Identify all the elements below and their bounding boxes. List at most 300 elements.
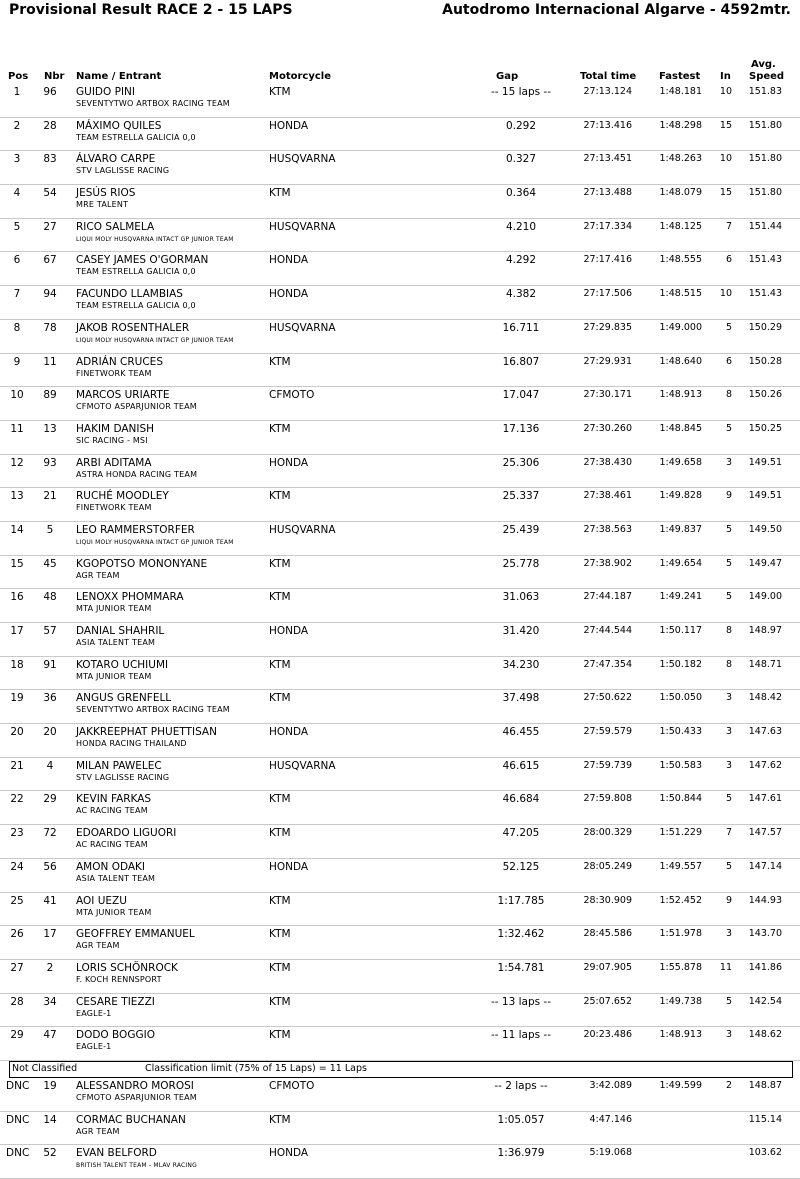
total-time-cell: 28:30.909 <box>583 894 632 906</box>
pos-cell: 9 <box>13 355 21 368</box>
gap-cell: -- 2 laps -- <box>494 1079 548 1092</box>
fastest-cell: 1:48.913 <box>659 1029 702 1041</box>
rider-name: HAKIM DANISH <box>76 422 155 435</box>
rider-name: ÁLVARO CARPE <box>76 153 156 166</box>
number-cell: 83 <box>43 153 57 166</box>
circuit-name: Autodromo Internacional Algarve - 4592mtr. <box>442 2 791 18</box>
speed-cell: 143.70 <box>748 928 782 940</box>
number-cell: 57 <box>43 625 57 637</box>
pos-cell: 11 <box>10 422 24 435</box>
in-lap-cell: 8 <box>725 625 732 636</box>
team-name: CFMOTO ASPARJUNIOR TEAM <box>76 402 197 412</box>
total-time-cell: 27:50.622 <box>583 692 632 704</box>
team-name: ASTRA HONDA RACING TEAM <box>76 469 198 479</box>
in-lap-cell: 3 <box>725 456 732 468</box>
fastest-cell: 1:50.433 <box>659 726 702 738</box>
team-name: FINETWORK TEAM <box>76 368 152 378</box>
table-row <box>0 118 800 152</box>
in-lap-cell: 7 <box>725 220 732 232</box>
gap-cell: 52.125 <box>502 860 540 873</box>
pos-cell: DNC <box>6 1079 30 1092</box>
team-name: STV LAGLISSE RACING <box>76 772 170 782</box>
rider-name: ARBI ADITAMA <box>76 456 152 469</box>
fastest-cell: 1:48.181 <box>659 86 702 97</box>
fastest-cell: 1:51.978 <box>659 928 702 940</box>
motorcycle-cell: KTM <box>269 894 291 907</box>
number-cell: 20 <box>43 726 57 739</box>
table-row <box>0 488 800 522</box>
team-name: LIQUI MOLY HUSQVARNA INTACT GP JUNIOR TEAM <box>76 235 234 243</box>
table-row <box>0 455 800 489</box>
speed-cell: 141.86 <box>748 961 782 973</box>
speed-cell: 149.51 <box>748 490 782 502</box>
motorcycle-cell: HUSQVARNA <box>269 153 336 166</box>
fastest-cell: 1:49.654 <box>659 557 702 569</box>
number-cell: 45 <box>43 557 57 570</box>
team-name: AGR TEAM <box>76 570 120 580</box>
fastest-cell: 1:49.241 <box>659 591 702 603</box>
table-row <box>0 421 800 455</box>
rider-name: KOTARO UCHIUMI <box>76 658 169 671</box>
total-time-cell: 27:59.739 <box>583 759 632 771</box>
table-row <box>0 791 800 825</box>
gap-cell: 0.364 <box>505 187 537 200</box>
table-row <box>0 354 800 388</box>
table-row <box>0 926 800 960</box>
in-lap-cell: 5 <box>725 557 732 569</box>
gap-cell: -- 13 laps -- <box>490 995 552 1008</box>
total-time-cell: 27:13.416 <box>583 119 632 131</box>
motorcycle-cell: KTM <box>269 928 291 941</box>
speed-cell: 150.29 <box>748 321 782 333</box>
motorcycle-cell: KTM <box>269 995 291 1008</box>
number-cell: 4 <box>46 759 54 772</box>
table-row <box>0 252 800 286</box>
speed-cell: 149.47 <box>748 557 782 569</box>
gap-cell: 31.420 <box>502 625 540 637</box>
in-lap-cell: 9 <box>725 490 732 502</box>
rider-name: KEVIN FARKAS <box>76 793 152 806</box>
pos-cell: 12 <box>10 456 24 469</box>
speed-cell: 151.44 <box>748 220 782 232</box>
motorcycle-cell: HONDA <box>269 726 309 739</box>
total-time-cell: 27:17.334 <box>583 220 632 232</box>
team-name: ASIA TALENT TEAM <box>76 638 156 647</box>
pos-cell: 28 <box>10 995 24 1008</box>
team-name: ASIA TALENT TEAM <box>76 873 156 883</box>
in-lap-cell: 10 <box>719 153 732 165</box>
pos-cell: 2 <box>13 119 21 132</box>
in-lap-cell: 15 <box>719 187 732 199</box>
speed-cell: 147.63 <box>748 726 782 738</box>
col-fastest: Fastest <box>659 71 701 82</box>
team-name: HONDA RACING THAILAND <box>76 739 187 749</box>
total-time-cell: 27:13.488 <box>583 187 632 199</box>
gap-cell: 4.292 <box>505 254 537 267</box>
pos-cell: 5 <box>13 220 21 233</box>
table-row <box>0 387 800 421</box>
number-cell: 56 <box>43 860 57 873</box>
table-row <box>0 151 800 185</box>
in-lap-cell: 5 <box>725 523 732 535</box>
total-time-cell: 27:59.579 <box>583 726 632 738</box>
rider-name: EVAN BELFORD <box>76 1147 157 1160</box>
fastest-cell: 1:48.079 <box>659 187 702 199</box>
number-cell: 47 <box>43 1029 57 1042</box>
speed-cell: 148.87 <box>748 1079 782 1091</box>
col-avg: Avg. <box>751 59 776 70</box>
motorcycle-cell: CFMOTO <box>269 389 315 402</box>
fastest-cell: 1:50.182 <box>659 658 702 670</box>
table-row <box>0 623 800 657</box>
fastest-cell: 1:48.515 <box>659 288 702 300</box>
number-cell: 48 <box>43 591 57 604</box>
pos-cell: 6 <box>13 254 21 267</box>
total-time-cell: 27:47.354 <box>583 658 632 670</box>
motorcycle-cell: HUSQVARNA <box>269 321 336 334</box>
fastest-cell: 1:52.452 <box>659 894 702 906</box>
table-row <box>0 320 800 354</box>
gap-cell: -- 11 laps -- <box>490 1029 552 1042</box>
table-row <box>0 960 800 994</box>
pos-cell: 8 <box>13 321 21 334</box>
table-row <box>0 657 800 691</box>
total-time-cell: 27:30.171 <box>583 389 632 401</box>
number-cell: 36 <box>43 692 57 705</box>
total-time-cell: 29:07.905 <box>583 961 632 973</box>
pos-cell: 16 <box>10 591 24 604</box>
team-name: LIQUI MOLY HUSQVARNA INTACT GP JUNIOR TEAM <box>76 538 234 546</box>
table-row <box>0 994 800 1028</box>
gap-cell: 46.615 <box>502 759 540 772</box>
table-row <box>0 589 800 623</box>
table-row <box>0 84 800 118</box>
gap-cell: 1:36.979 <box>497 1147 545 1160</box>
total-time-cell: 27:13.451 <box>583 153 632 165</box>
fastest-cell: 1:48.913 <box>659 389 702 401</box>
team-name: AC RACING TEAM <box>76 840 148 850</box>
rider-name: LORIS SCHÖNROCK <box>76 961 178 974</box>
pos-cell: 27 <box>10 961 24 974</box>
team-name: MTA JUNIOR TEAM <box>76 604 152 614</box>
team-name: F. KOCH RENNSPORT <box>76 974 162 984</box>
in-lap-cell: 3 <box>725 759 732 771</box>
rider-name: RICO SALMELA <box>76 220 155 233</box>
fastest-cell: 1:49.557 <box>659 860 702 872</box>
motorcycle-cell: KTM <box>269 490 291 503</box>
speed-cell: 147.14 <box>748 860 782 872</box>
team-name: LIQUI MOLY HUSQVARNA INTACT GP JUNIOR TEAM <box>76 336 234 344</box>
total-time-cell: 3:42.089 <box>589 1079 632 1091</box>
motorcycle-cell: HUSQVARNA <box>269 523 336 536</box>
rider-name: GEOFFREY EMMANUEL <box>76 928 195 941</box>
in-lap-cell: 2 <box>725 1079 732 1091</box>
number-cell: 11 <box>43 355 57 368</box>
rider-name: JAKOB ROSENTHALER <box>76 321 190 334</box>
team-name: SEVENTYTWO ARTBOX RACING TEAM <box>76 99 230 108</box>
number-cell: 14 <box>43 1113 57 1126</box>
rider-name: ANGUS GRENFELL <box>76 692 172 705</box>
rider-name: AOI UEZU <box>76 894 127 907</box>
total-time-cell: 27:29.835 <box>583 321 632 333</box>
gap-cell: 46.455 <box>502 726 540 739</box>
number-cell: 96 <box>43 86 57 98</box>
pos-cell: 18 <box>10 658 24 671</box>
pos-cell: 26 <box>10 928 24 941</box>
speed-cell: 151.43 <box>748 254 782 266</box>
motorcycle-cell: KTM <box>269 793 291 806</box>
rider-name: JESÚS RIOS <box>76 187 136 200</box>
pos-cell: 22 <box>10 793 24 806</box>
motorcycle-cell: HONDA <box>269 456 309 469</box>
gap-cell: 25.439 <box>502 523 540 536</box>
total-time-cell: 27:29.931 <box>583 355 632 367</box>
in-lap-cell: 6 <box>725 355 732 367</box>
speed-cell: 150.25 <box>748 422 782 434</box>
gap-cell: 46.684 <box>502 793 540 806</box>
motorcycle-cell: KTM <box>269 557 291 570</box>
pos-cell: 7 <box>13 288 21 301</box>
rider-name: ADRIÁN CRUCES <box>76 355 163 368</box>
speed-cell: 149.51 <box>748 456 782 468</box>
rider-name: ALESSANDRO MOROSI <box>76 1079 194 1092</box>
number-cell: 29 <box>43 793 57 806</box>
gap-cell: 25.778 <box>502 557 540 570</box>
rider-name: CORMAC BUCHANAN <box>76 1113 186 1126</box>
total-time-cell: 27:38.430 <box>583 456 632 468</box>
number-cell: 41 <box>43 894 57 907</box>
gap-cell: 16.807 <box>502 355 540 368</box>
total-time-cell: 27:59.808 <box>583 793 632 805</box>
pos-cell: 13 <box>10 490 24 503</box>
gap-cell: 0.292 <box>505 119 537 132</box>
team-name: MTA JUNIOR TEAM <box>76 907 152 917</box>
rider-name: LENOXX PHOMMARA <box>76 591 184 604</box>
speed-cell: 148.97 <box>748 625 782 636</box>
number-cell: 34 <box>43 995 57 1008</box>
pos-cell: DNC <box>6 1113 30 1126</box>
pos-cell: 24 <box>10 860 24 873</box>
fastest-cell: 1:49.599 <box>659 1079 702 1091</box>
number-cell: 5 <box>46 523 54 536</box>
motorcycle-cell: KTM <box>269 1113 291 1126</box>
rider-name: MÁXIMO QUILES <box>76 119 162 132</box>
rider-name: MARCOS URIARTE <box>76 389 170 402</box>
rider-name: MILAN PAWELEC <box>76 759 162 772</box>
fastest-cell: 1:49.658 <box>659 456 702 468</box>
speed-cell: 148.62 <box>748 1029 782 1041</box>
pos-cell: 3 <box>13 153 21 166</box>
table-row <box>0 522 800 556</box>
total-time-cell: 27:17.416 <box>583 254 632 266</box>
total-time-cell: 27:44.187 <box>583 591 632 603</box>
gap-cell: 25.306 <box>502 456 540 469</box>
table-row <box>0 556 800 590</box>
pos-cell: 10 <box>10 389 24 402</box>
table-row <box>0 219 800 253</box>
table-row <box>0 893 800 927</box>
number-cell: 17 <box>43 928 57 941</box>
number-cell: 67 <box>43 254 57 267</box>
team-name: AC RACING TEAM <box>76 806 148 816</box>
motorcycle-cell: KTM <box>269 591 291 604</box>
speed-cell: 147.61 <box>748 793 782 805</box>
in-lap-cell: 10 <box>719 288 732 300</box>
gap-cell: 17.047 <box>502 389 540 402</box>
dnc-row <box>0 1145 800 1179</box>
fastest-cell: 1:48.845 <box>659 422 702 434</box>
rider-name: JAKKREEPHAT PHUETTISAN <box>76 726 217 739</box>
col-gap: Gap <box>496 71 519 82</box>
motorcycle-cell: KTM <box>269 961 291 974</box>
speed-cell: 149.00 <box>748 591 782 603</box>
motorcycle-cell: KTM <box>269 827 291 840</box>
in-lap-cell: 8 <box>725 389 732 401</box>
total-time-cell: 27:44.544 <box>583 625 632 636</box>
in-lap-cell: 10 <box>719 86 732 97</box>
number-cell: 54 <box>43 187 57 200</box>
speed-cell: 150.26 <box>748 389 782 401</box>
total-time-cell: 28:05.249 <box>583 860 632 872</box>
speed-cell: 115.14 <box>748 1113 782 1125</box>
in-lap-cell: 7 <box>725 827 732 839</box>
total-time-cell: 20:23.486 <box>583 1029 632 1041</box>
number-cell: 93 <box>43 456 57 469</box>
gap-cell: 16.711 <box>502 321 540 334</box>
motorcycle-cell: HONDA <box>269 119 309 132</box>
speed-cell: 142.54 <box>748 995 782 1007</box>
table-row <box>0 758 800 792</box>
pos-cell: 19 <box>10 692 24 705</box>
gap-cell: 1:17.785 <box>497 894 545 907</box>
in-lap-cell: 11 <box>719 961 732 973</box>
in-lap-cell: 9 <box>725 894 732 906</box>
speed-cell: 144.93 <box>748 894 782 906</box>
col-speed: Speed <box>749 71 785 82</box>
pos-cell: 14 <box>10 523 24 536</box>
number-cell: 94 <box>43 288 57 301</box>
in-lap-cell: 5 <box>725 793 732 805</box>
team-name: TEAM ESTRELLA GALICIA 0,0 <box>76 301 196 311</box>
table-row <box>0 859 800 893</box>
pos-cell: 21 <box>10 759 24 772</box>
dnc-row <box>0 1112 800 1146</box>
team-name: STV LAGLISSE RACING <box>76 166 170 176</box>
speed-cell: 147.62 <box>748 759 782 771</box>
gap-cell: 1:05.057 <box>497 1113 545 1126</box>
gap-cell: 17.136 <box>502 422 540 435</box>
col-total-time: Total time <box>580 71 637 82</box>
motorcycle-cell: KTM <box>269 658 291 671</box>
pos-cell: 20 <box>10 726 24 739</box>
table-row <box>0 724 800 758</box>
team-name: TEAM ESTRELLA GALICIA 0,0 <box>76 132 196 142</box>
gap-cell: 37.498 <box>502 692 540 705</box>
gap-cell: 4.210 <box>505 220 537 233</box>
number-cell: 78 <box>43 321 57 334</box>
motorcycle-cell: HONDA <box>269 254 309 267</box>
motorcycle-cell: HONDA <box>269 860 309 873</box>
pos-cell: 29 <box>10 1029 24 1042</box>
team-name: AGR TEAM <box>76 1126 120 1136</box>
pos-cell: 23 <box>10 827 24 840</box>
table-row <box>0 690 800 724</box>
in-lap-cell: 5 <box>725 860 732 872</box>
in-lap-cell: 5 <box>725 995 732 1007</box>
motorcycle-cell: KTM <box>269 422 291 435</box>
team-name: BRITISH TALENT TEAM - MLAV RACING <box>76 1162 197 1170</box>
in-lap-cell: 5 <box>725 591 732 603</box>
number-cell: 89 <box>43 389 57 402</box>
total-time-cell: 27:13.124 <box>583 86 632 97</box>
fastest-cell: 1:48.640 <box>659 355 702 367</box>
in-lap-cell: 6 <box>725 254 732 266</box>
gap-cell: -- 15 laps -- <box>490 86 552 98</box>
fastest-cell: 1:49.738 <box>659 995 702 1007</box>
total-time-cell: 4:47.146 <box>589 1113 632 1125</box>
rider-name: KGOPOTSO MONONYANE <box>76 557 208 570</box>
team-name: SIC RACING - MSI <box>76 435 148 445</box>
in-lap-cell: 15 <box>719 119 732 131</box>
dnc-row <box>0 1078 800 1112</box>
fastest-cell: 1:51.229 <box>659 827 702 839</box>
not-classified-banner <box>9 1061 793 1078</box>
rider-name: AMON ODAKI <box>76 860 146 873</box>
fastest-cell: 1:50.117 <box>659 625 702 636</box>
speed-cell: 151.43 <box>748 288 782 300</box>
results-table <box>0 84 800 1179</box>
col-motorcycle: Motorcycle <box>269 71 331 82</box>
team-name: EAGLE-1 <box>76 1008 112 1018</box>
column-header <box>0 55 800 83</box>
in-lap-cell: 3 <box>725 1029 732 1041</box>
number-cell: 2 <box>46 961 54 974</box>
fastest-cell: 1:50.583 <box>659 759 702 771</box>
number-cell: 28 <box>43 119 57 132</box>
speed-cell: 148.42 <box>748 692 782 704</box>
number-cell: 52 <box>43 1147 57 1160</box>
motorcycle-cell: KTM <box>269 1029 291 1042</box>
rider-name: CESARE TIEZZI <box>76 995 155 1008</box>
motorcycle-cell: HONDA <box>269 1147 309 1160</box>
table-row <box>0 286 800 320</box>
rider-name: DANIAL SHAHRIL <box>76 625 165 637</box>
col-name: Name / Entrant <box>76 71 162 82</box>
speed-cell: 103.62 <box>748 1147 782 1159</box>
gap-cell: 31.063 <box>502 591 540 604</box>
gap-cell: 4.382 <box>505 288 537 301</box>
number-cell: 21 <box>43 490 57 503</box>
gap-cell: 0.327 <box>505 153 537 166</box>
fastest-cell: 1:55.878 <box>659 961 702 973</box>
team-name: TEAM ESTRELLA GALICIA 0,0 <box>76 267 196 277</box>
number-cell: 13 <box>43 422 57 435</box>
col-pos: Pos <box>8 71 29 82</box>
pos-cell: 1 <box>13 86 21 98</box>
table-row <box>0 185 800 219</box>
pos-cell: 15 <box>10 557 24 570</box>
total-time-cell: 28:00.329 <box>583 827 632 839</box>
number-cell: 91 <box>43 658 57 671</box>
pos-cell: 4 <box>13 187 21 200</box>
speed-cell: 148.71 <box>748 658 782 670</box>
gap-cell: 1:32.462 <box>497 928 545 941</box>
in-lap-cell: 3 <box>725 692 732 704</box>
rider-name: FACUNDO LLAMBIAS <box>76 288 183 301</box>
motorcycle-cell: HUSQVARNA <box>269 759 336 772</box>
fastest-cell: 1:48.263 <box>659 153 702 165</box>
motorcycle-cell: HONDA <box>269 288 309 301</box>
